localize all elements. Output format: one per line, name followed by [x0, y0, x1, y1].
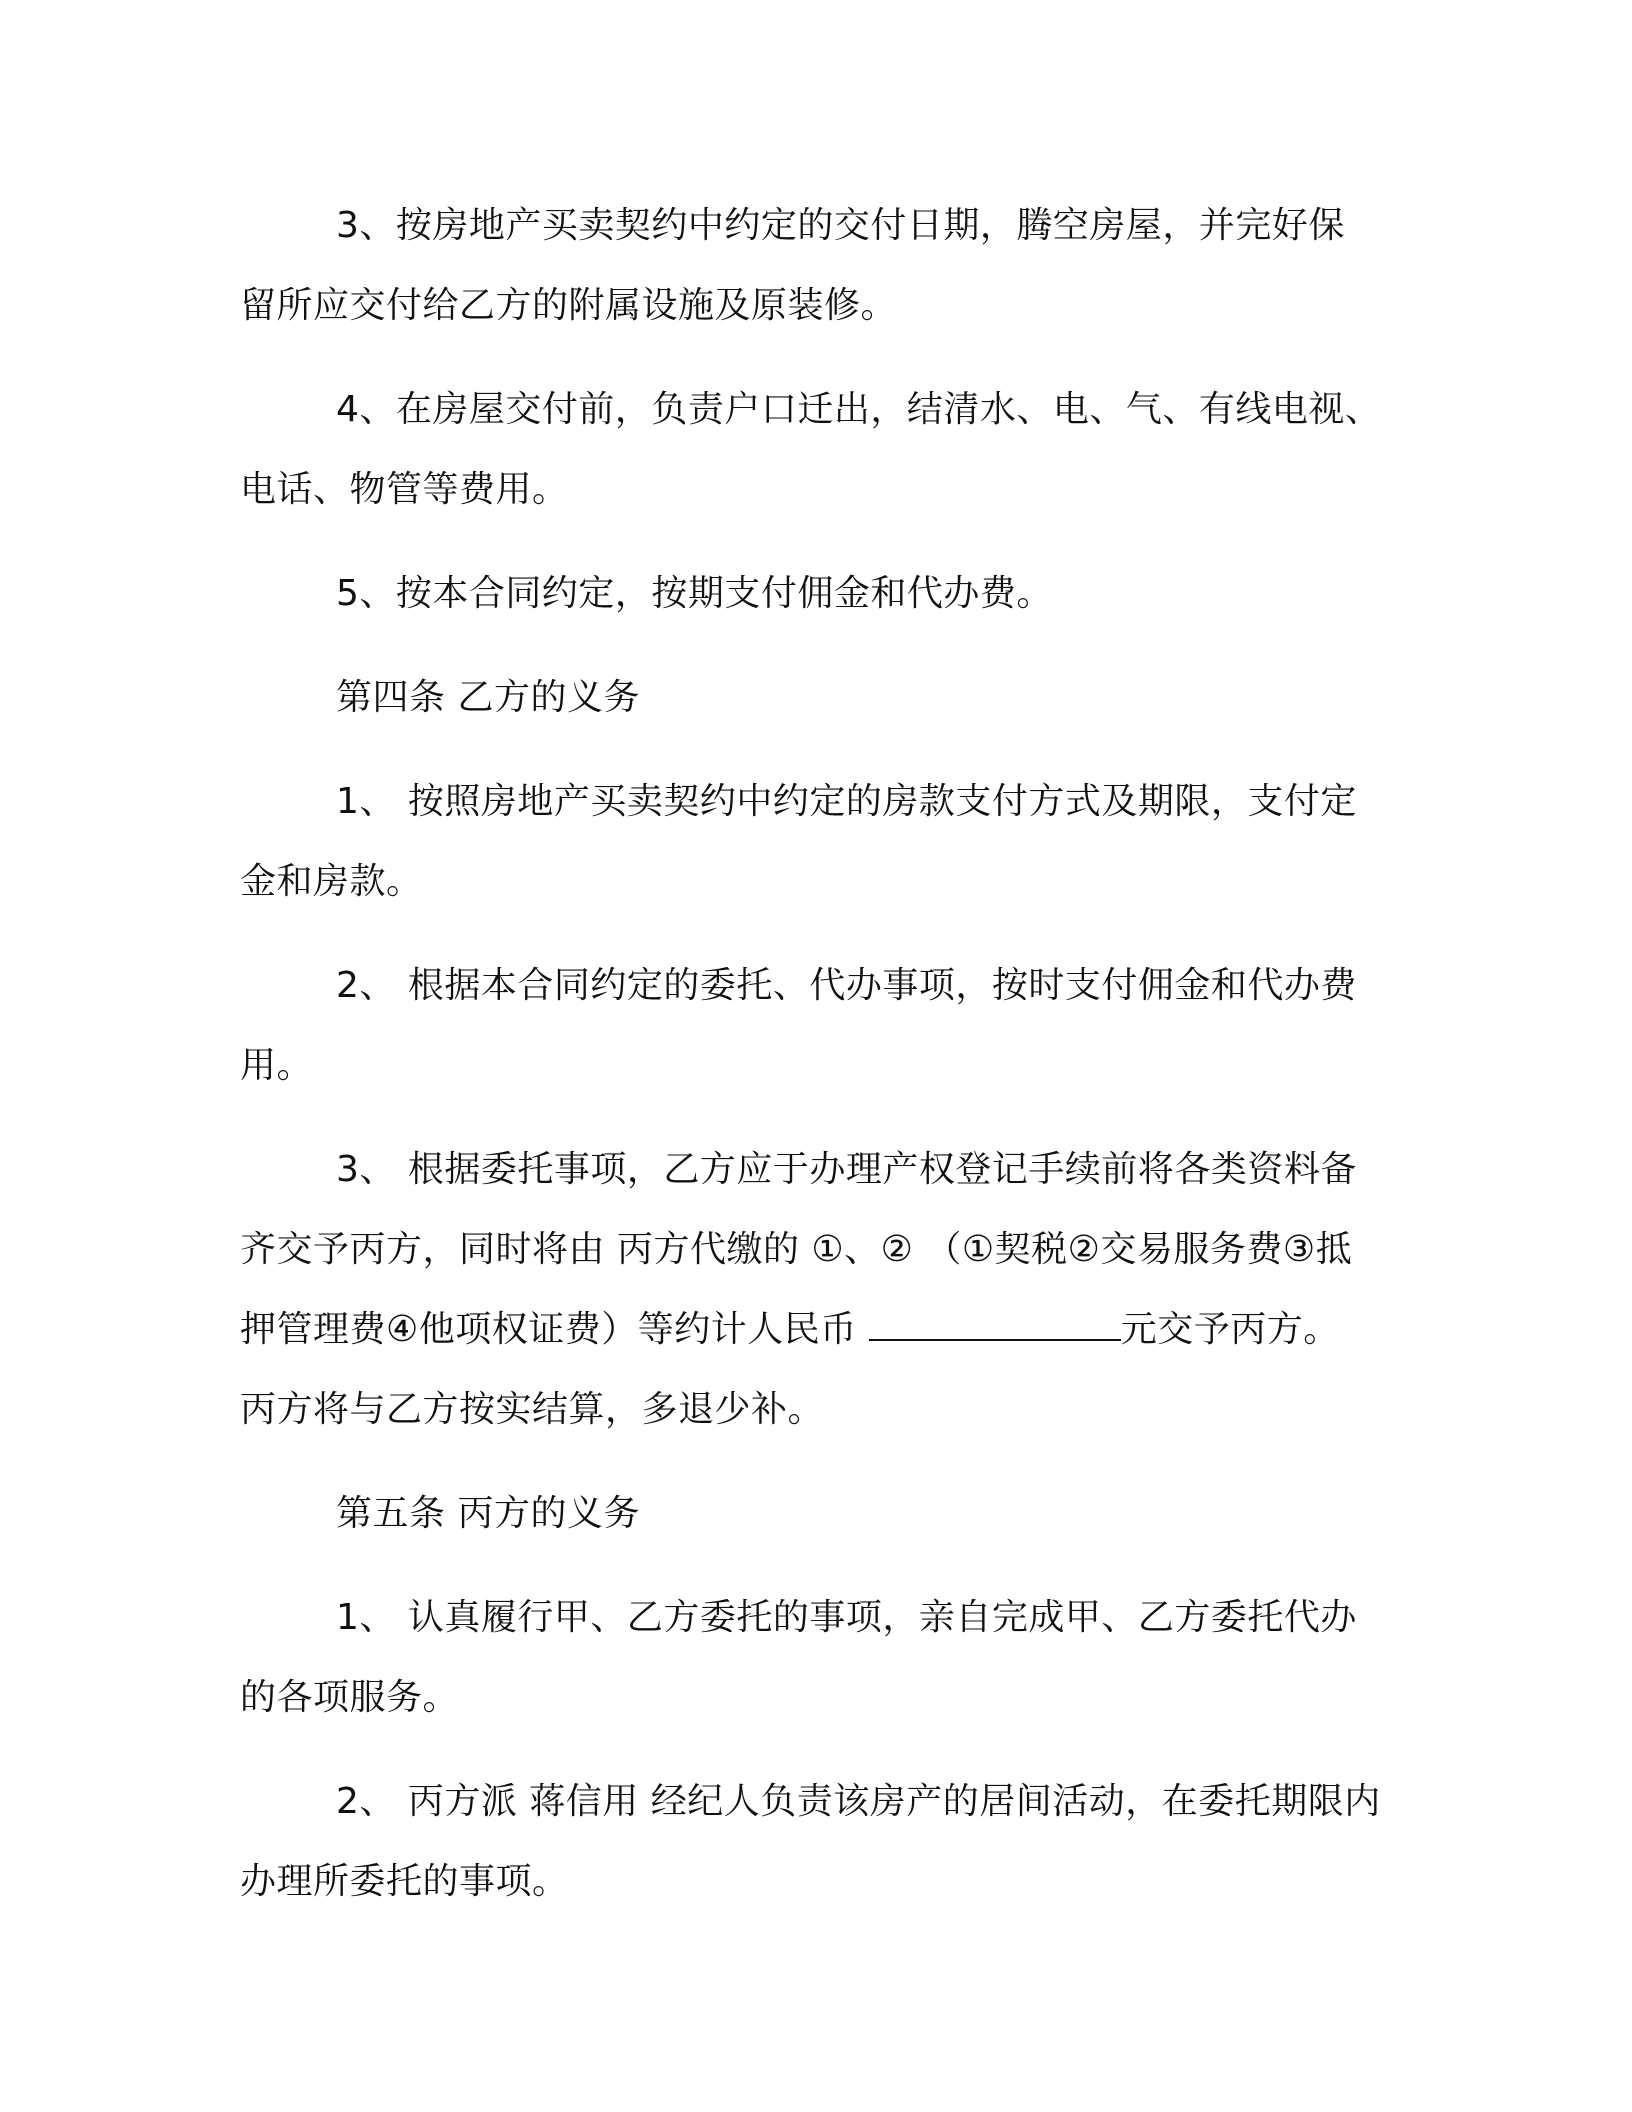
text-line: 丙方将与乙方按实结算，多退少补。 [240, 1389, 825, 1430]
clause-3-3 [240, 186, 1390, 346]
text-line: 3、 根据委托事项，乙方应于办理产权登记手续前将各类资料备 [336, 1149, 1357, 1190]
text-line: 齐交予丙方，同时将由 丙方代缴的 ①、② （①契税②交易服务费③抵 [240, 1229, 1353, 1270]
text-line: 的各项服务。 [240, 1677, 460, 1718]
document-page [240, 186, 1390, 1922]
heading-text: 第五条 丙方的义务 [336, 1493, 640, 1534]
text-line: 4、在房屋交付前，负责户口迁出，结清水、电、气、有线电视、 [336, 389, 1382, 430]
text-segment: 押管理费④他项权证费）等约计人民币 [240, 1309, 869, 1350]
clause-3-5 [240, 554, 1390, 634]
text-line: 电话、物管等费用。 [240, 469, 569, 510]
text-line: 用。 [240, 1045, 314, 1086]
section-heading-article-5 [240, 1474, 1390, 1554]
amount-blank [869, 1309, 1121, 1341]
text-line: 金和房款。 [240, 861, 423, 902]
text-line: 办理所委托的事项。 [240, 1861, 569, 1902]
text-line: 5、按本合同约定，按期支付佣金和代办费。 [336, 573, 1053, 614]
section-heading-article-4 [240, 658, 1390, 738]
text-line: 2、 丙方派 蒋信用 经纪人负责该房产的居间活动，在委托期限内 [336, 1781, 1381, 1822]
text-line: 1、 认真履行甲、乙方委托的事项，亲自完成甲、乙方委托代办 [336, 1597, 1357, 1638]
text-line: 留所应交付给乙方的附属设施及原装修。 [240, 285, 898, 326]
clause-3-4 [240, 370, 1390, 530]
text-line-with-blank [240, 1290, 1390, 1370]
clause-5-2 [240, 1762, 1390, 1922]
text-line: 3、按房地产买卖契约中约定的交付日期，腾空房屋，并完好保 [336, 205, 1345, 246]
clause-5-1 [240, 1578, 1390, 1738]
clause-4-1 [240, 762, 1390, 922]
text-line: 1、 按照房地产买卖契约中约定的房款支付方式及期限，支付定 [336, 781, 1357, 822]
clause-4-2 [240, 946, 1390, 1106]
text-line: 2、 根据本合同约定的委托、代办事项，按时支付佣金和代办费 [336, 965, 1357, 1006]
heading-text: 第四条 乙方的义务 [336, 677, 640, 718]
clause-4-3 [240, 1130, 1390, 1450]
text-segment: 元交予丙方。 [1120, 1309, 1340, 1350]
